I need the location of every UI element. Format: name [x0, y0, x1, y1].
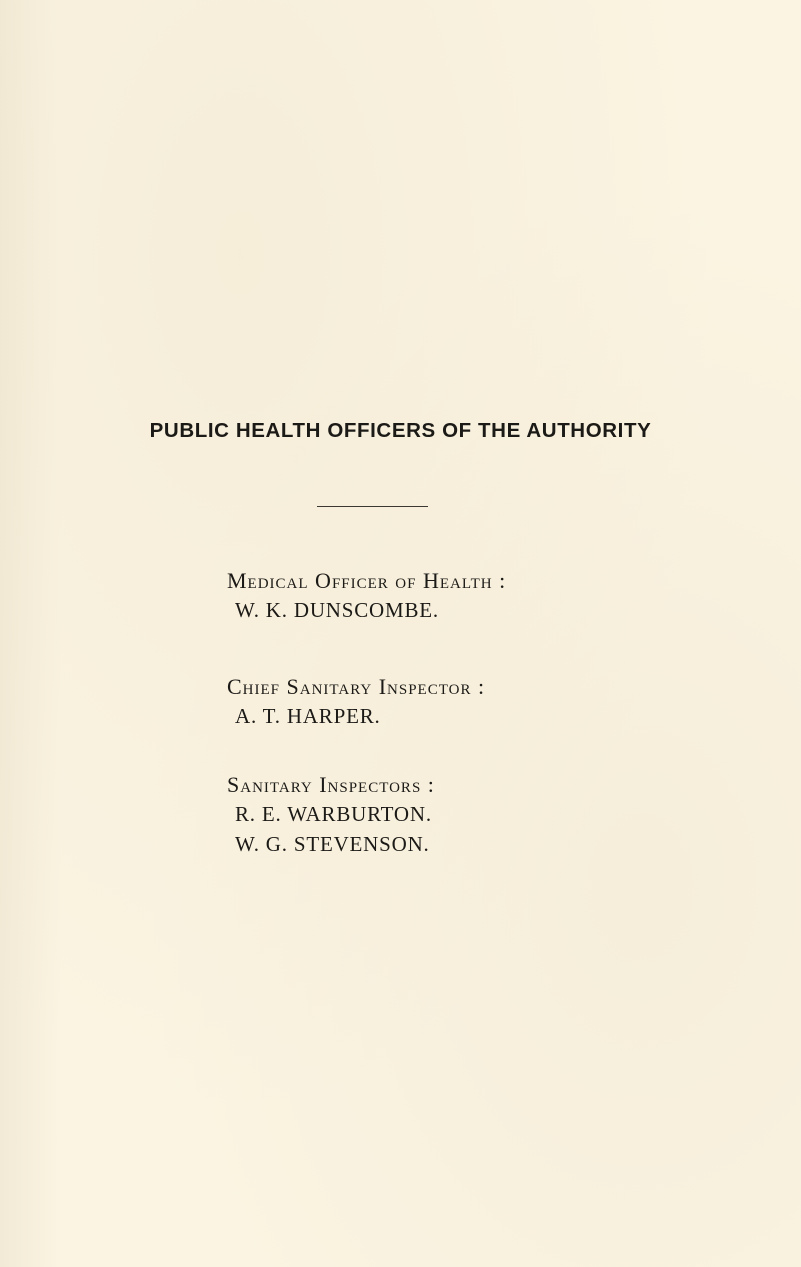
officer-name: R. E. WARBURTON. — [235, 802, 432, 826]
section-title: Chief Sanitary Inspector : — [227, 674, 486, 699]
officer-name: W. K. DUNSCOMBE. — [235, 598, 439, 622]
section-title: Medical Officer of Health : — [227, 568, 507, 593]
divider-rule — [317, 506, 428, 507]
section-sanitary-inspectors — [227, 771, 647, 859]
page-heading: PUBLIC HEALTH OFFICERS OF THE AUTHORITY — [149, 419, 652, 442]
section-medical-officer — [227, 567, 647, 625]
officer-name: A. T. HARPER. — [235, 704, 381, 728]
section-chief-sanitary-inspector — [227, 673, 647, 731]
officer-name: W. G. STEVENSON. — [235, 832, 430, 856]
section-title: Sanitary Inspectors : — [227, 772, 435, 797]
